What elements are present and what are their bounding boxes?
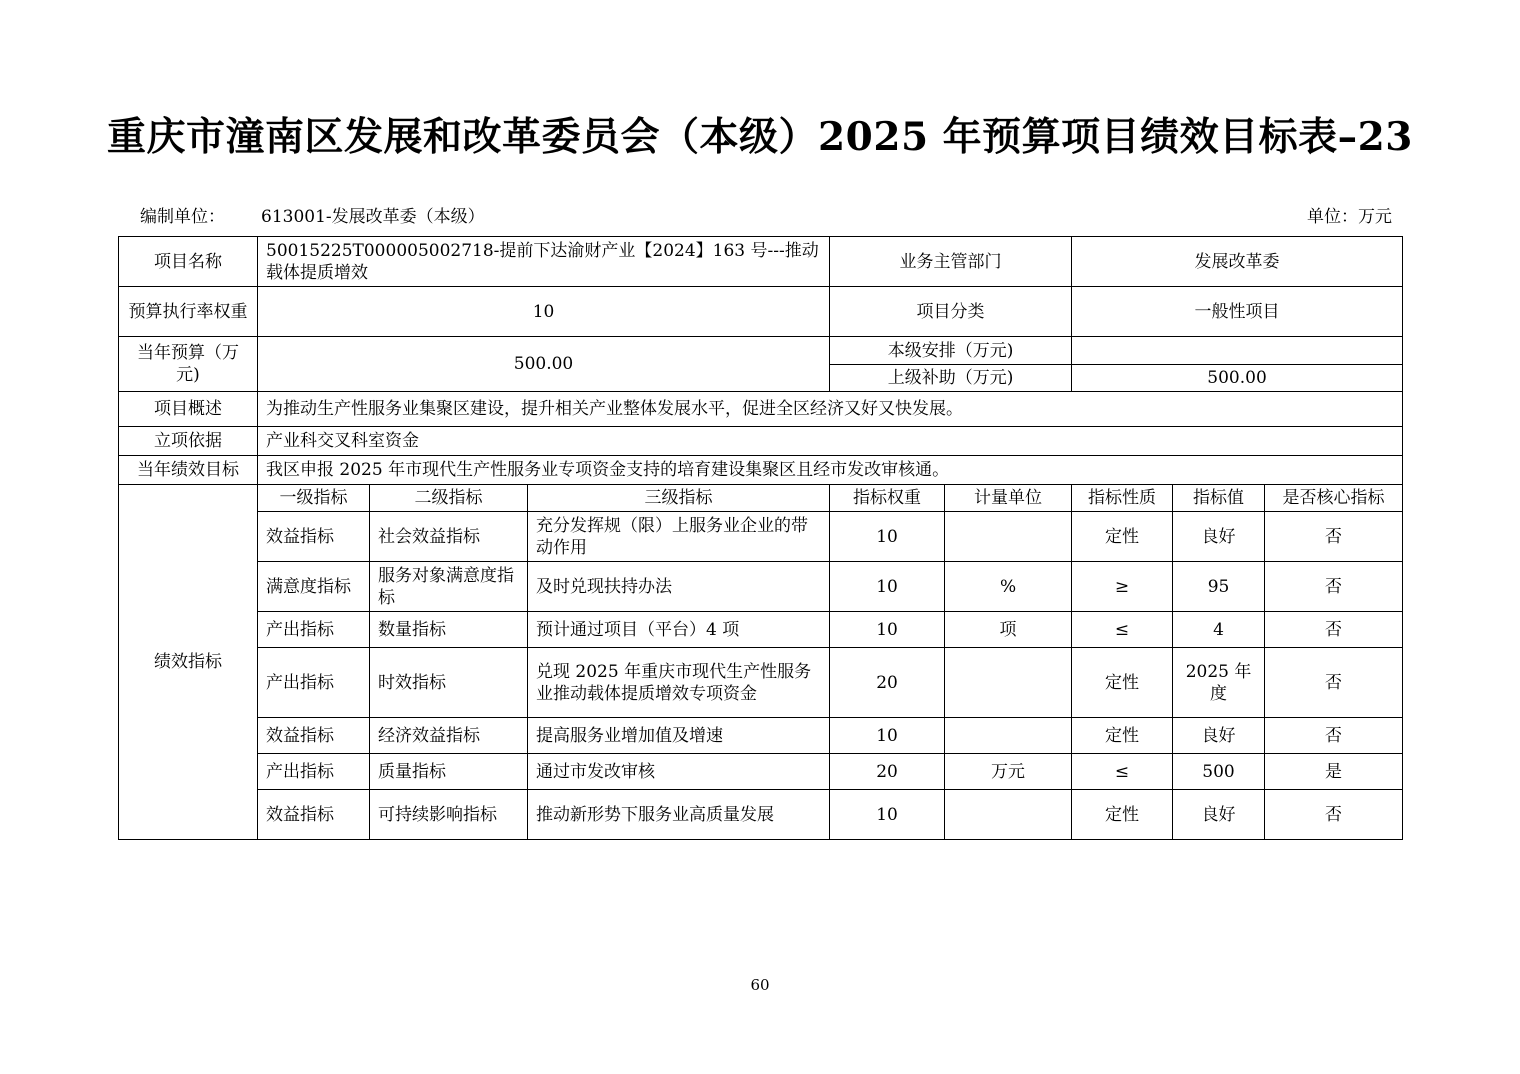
indicator-weight: 10	[830, 512, 945, 562]
overview-label: 项目概述	[119, 392, 258, 427]
indicator-l3: 预计通过项目（平台）4 项	[528, 612, 830, 648]
row-project-name	[119, 237, 1403, 287]
org-info	[140, 202, 485, 227]
indicator-value: 500	[1173, 754, 1265, 790]
indicator-l1: 产出指标	[258, 754, 370, 790]
indicator-weight: 10	[830, 718, 945, 754]
indicator-l1: 产出指标	[258, 648, 370, 718]
row-budget	[119, 337, 1403, 365]
indicator-value: 4	[1173, 612, 1265, 648]
indicator-l2: 数量指标	[370, 612, 528, 648]
indicator-l3: 兑现 2025 年重庆市现代生产性服务业推动载体提质增效专项资金	[528, 648, 830, 718]
indicator-unit: 项	[945, 612, 1072, 648]
indicator-l3: 及时兑现扶持办法	[528, 562, 830, 612]
indicator-l2: 服务对象满意度指标	[370, 562, 528, 612]
dept-label: 业务主管部门	[830, 237, 1072, 287]
header-nature: 指标性质	[1072, 485, 1173, 512]
org-value: 613001-发展改革委（本级）	[261, 207, 485, 227]
indicator-l2: 质量指标	[370, 754, 528, 790]
header-l2: 二级指标	[370, 485, 528, 512]
project-name-label: 项目名称	[119, 237, 258, 287]
indicator-l2: 时效指标	[370, 648, 528, 718]
indicator-value: 95	[1173, 562, 1265, 612]
indicator-core: 否	[1265, 612, 1403, 648]
indicator-l3: 提高服务业增加值及增速	[528, 718, 830, 754]
project-name-value: 50015225T000005002718-提前下达渝财产业【2024】163 号---推动载体提质增效	[258, 237, 830, 287]
indicator-row	[119, 754, 1403, 790]
page-number: 60	[750, 976, 770, 994]
indicator-value: 良好	[1173, 512, 1265, 562]
indicator-core: 否	[1265, 512, 1403, 562]
indicator-l2: 社会效益指标	[370, 512, 528, 562]
basis-value: 产业科交叉科室资金	[258, 427, 1403, 456]
budget-label: 当年预算（万元)	[119, 337, 258, 392]
exec-weight-value: 10	[258, 287, 830, 337]
row-goal	[119, 456, 1403, 485]
indicator-weight: 10	[830, 790, 945, 840]
perf-label: 绩效指标	[119, 485, 258, 840]
header-l1: 一级指标	[258, 485, 370, 512]
category-value: 一般性项目	[1072, 287, 1403, 337]
indicator-nature: 定性	[1072, 718, 1173, 754]
goal-value: 我区申报 2025 年市现代生产性服务业专项资金支持的培育建设集聚区且经市发改审核通。	[258, 456, 1403, 485]
indicator-row	[119, 562, 1403, 612]
indicator-unit: %	[945, 562, 1072, 612]
indicator-core: 否	[1265, 718, 1403, 754]
indicator-nature: ≥	[1072, 562, 1173, 612]
indicator-row	[119, 648, 1403, 718]
row-basis	[119, 427, 1403, 456]
indicator-l1: 效益指标	[258, 512, 370, 562]
indicator-weight: 20	[830, 754, 945, 790]
indicator-core: 是	[1265, 754, 1403, 790]
indicator-nature: ≤	[1072, 754, 1173, 790]
row-exec-weight	[119, 287, 1403, 337]
row-indicator-header	[119, 485, 1403, 512]
indicator-unit	[945, 648, 1072, 718]
indicator-l2: 经济效益指标	[370, 718, 528, 754]
local-label: 本级安排（万元)	[830, 337, 1072, 365]
indicator-weight: 20	[830, 648, 945, 718]
org-label: 编制单位：	[140, 207, 225, 227]
indicator-core: 否	[1265, 648, 1403, 718]
indicator-unit	[945, 790, 1072, 840]
indicator-nature: 定性	[1072, 512, 1173, 562]
indicator-row	[119, 612, 1403, 648]
indicator-value: 良好	[1173, 718, 1265, 754]
overview-value: 为推动生产性服务业集聚区建设，提升相关产业整体发展水平，促进全区经济又好又快发展。	[258, 392, 1403, 427]
indicator-nature: 定性	[1072, 790, 1173, 840]
unit-label: 单位：万元	[1307, 207, 1392, 227]
indicator-row	[119, 512, 1403, 562]
indicator-weight: 10	[830, 562, 945, 612]
performance-table	[118, 236, 1403, 840]
goal-label: 当年绩效目标	[119, 456, 258, 485]
indicator-core: 否	[1265, 562, 1403, 612]
basis-label: 立项依据	[119, 427, 258, 456]
indicator-l1: 产出指标	[258, 612, 370, 648]
indicator-nature: ≤	[1072, 612, 1173, 648]
indicator-value: 2025 年度	[1173, 648, 1265, 718]
row-overview	[119, 392, 1403, 427]
indicator-row	[119, 790, 1403, 840]
upper-value: 500.00	[1072, 365, 1403, 392]
header-weight: 指标权重	[830, 485, 945, 512]
indicator-l3: 充分发挥规（限）上服务业企业的带动作用	[528, 512, 830, 562]
indicator-l1: 满意度指标	[258, 562, 370, 612]
exec-weight-label: 预算执行率权重	[119, 287, 258, 337]
header-l3: 三级指标	[528, 485, 830, 512]
page-title: 重庆市潼南区发展和改革委员会（本级）2025 年预算项目绩效目标表–23	[107, 114, 1413, 160]
category-label: 项目分类	[830, 287, 1072, 337]
indicator-l3: 通过市发改审核	[528, 754, 830, 790]
indicator-core: 否	[1265, 790, 1403, 840]
indicator-unit: 万元	[945, 754, 1072, 790]
indicator-l3: 推动新形势下服务业高质量发展	[528, 790, 830, 840]
indicator-l1: 效益指标	[258, 718, 370, 754]
indicator-unit	[945, 512, 1072, 562]
budget-value: 500.00	[258, 337, 830, 392]
indicator-l1: 效益指标	[258, 790, 370, 840]
header-unit: 计量单位	[945, 485, 1072, 512]
indicator-value: 良好	[1173, 790, 1265, 840]
local-value	[1072, 337, 1403, 365]
indicator-nature: 定性	[1072, 648, 1173, 718]
upper-label: 上级补助（万元)	[830, 365, 1072, 392]
indicator-row	[119, 718, 1403, 754]
indicator-l2: 可持续影响指标	[370, 790, 528, 840]
indicator-weight: 10	[830, 612, 945, 648]
indicator-unit	[945, 718, 1072, 754]
header-core: 是否核心指标	[1265, 485, 1403, 512]
header-value: 指标值	[1173, 485, 1265, 512]
dept-value: 发展改革委	[1072, 237, 1403, 287]
